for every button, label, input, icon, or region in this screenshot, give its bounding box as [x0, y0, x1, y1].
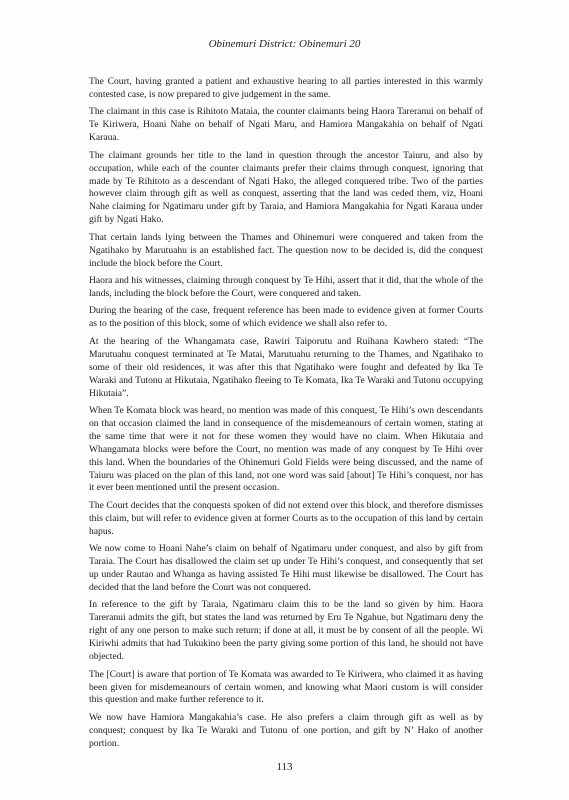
paragraph: The Court, having granted a patient and exhaustive hearing to all parties interested in this warmly contested case, is now prepared to give judgement in the same. — [89, 76, 483, 100]
paragraph: The [Court] is aware that portion of Te Komata was awarded to Te Kiriwera, who claimed it as having been given for misdemeanours of certain women, and knowing what Maori custom is will consider this question and make further reference to it. — [89, 668, 483, 706]
page-number: 113 — [276, 761, 293, 773]
paragraph: The Court decides that the conquests spoken of did not extend over this block, and therefore dismisses this claim, but will refer to evidence given at former Courts as to the occupation of this land by certain hapus. — [89, 499, 483, 537]
paragraph: When Te Komata block was heard, no mention was made of this conquest, Te Hihi’s own descendants on that occasion claimed the land in consequence of the misdemeanours of certain women, stating at the same time that were it not for these women they would have no claim. When Hikutaia and Whangamata blocks were before the Court, no mention was made of any conquest by Te Hihi over this land. When the boundaries of the Ohinemuri Gold Fields were being discussed, and the name of Taiuru was placed on the plan of this land, not one word was said [about] Te Hihi’s conquest, nor has it ever been mentioned until the present occasion. — [89, 405, 483, 494]
paragraph: The claimant grounds her title to the land in question through the ancestor Taiuru, and also by occupation, while each of the counter claimants prefer their claims through conquest, ignoring that made by Te Rihitoto as a descendant of Ngati Hako, the alleged conquered tribe. Two of the parties however claim through gift as well as conquest, asserting that the land was ceded them, viz, Hoani Nahe claiming for Ngatimaru under gift by Taraia, and Hamiora Mangakahia for Ngati Karaua under gift by Ngati Hako. — [89, 149, 483, 226]
running-head: Obinemuri District: Obinemuri 20 — [208, 38, 361, 50]
paragraph: That certain lands lying between the Thames and Ohinemuri were conquered and taken from the Ngatihako by Marutuahu is an established fact. The question now to be decided is, did the conquest include the block before the Court. — [89, 231, 483, 269]
body-text — [89, 76, 483, 755]
paragraph: In reference to the gift by Taraia, Ngatimaru claim this to be the land so given by him. Haora Tareranui admits the gift, but states the land was returned by Eru Te Ngahue, but Ngatimaru deny the right of any one person to make such return; if done at all, it must be by consent of all the people. Wi Kiriwhi admits that had Tukukino been the party giving some portion of this land, he should not have objected. — [89, 599, 483, 663]
paragraph: At the hearing of the Whangamata case, Rawiri Taiporutu and Ruihana Kawhero stated: “The Marutuahu conquest terminated at Te Matai, Marutuahu returning to the Thames, and Ngatihako to some of their old residences, it was after this that Ngatihako were fought and defeated by Ika Te Waraki and Tutonu at Hikutaia, Ngatihako fleeing to Te Komata, Ika Te Waraki and Tutonu occupying Hikutaia”. — [89, 335, 483, 399]
paragraph: The claimant in this case is Rihitoto Mataia, the counter claimants being Haora Tareranui on behalf of Te Kiriwera, Hoani Nahe on behalf of Ngati Maru, and Hamiora Mangakahia on behalf of Ngati Karaua. — [89, 106, 483, 144]
paragraph: During the hearing of the case, frequent reference has been made to evidence given at former Courts as to the position of this block, some of which evidence we shall also refer to. — [89, 305, 483, 330]
paragraph: We now come to Hoani Nahe’s claim on behalf of Ngatimaru under conquest, and also by gift from Taraia. The Court has disallowed the claim set up under Te Hihi’s conquest, and consequently that set up under Rautao and Whanga as having assisted Te Hihi must likewise be disallowed. The Court has decided that the land before the Court was not conquered. — [89, 543, 483, 593]
paragraph: We now have Hamiora Mangakahia’s case. He also prefers a claim through gift as well as by conquest; conquest by Ika Te Waraki and Tutonu of one portion, and gift by N’ Hako of another portion. — [89, 711, 483, 749]
paragraph: Haora and his witnesses, claiming through conquest by Te Hihi, assert that it did, that the whole of the lands, including the block before the Court, were conquered and taken. — [89, 275, 483, 299]
